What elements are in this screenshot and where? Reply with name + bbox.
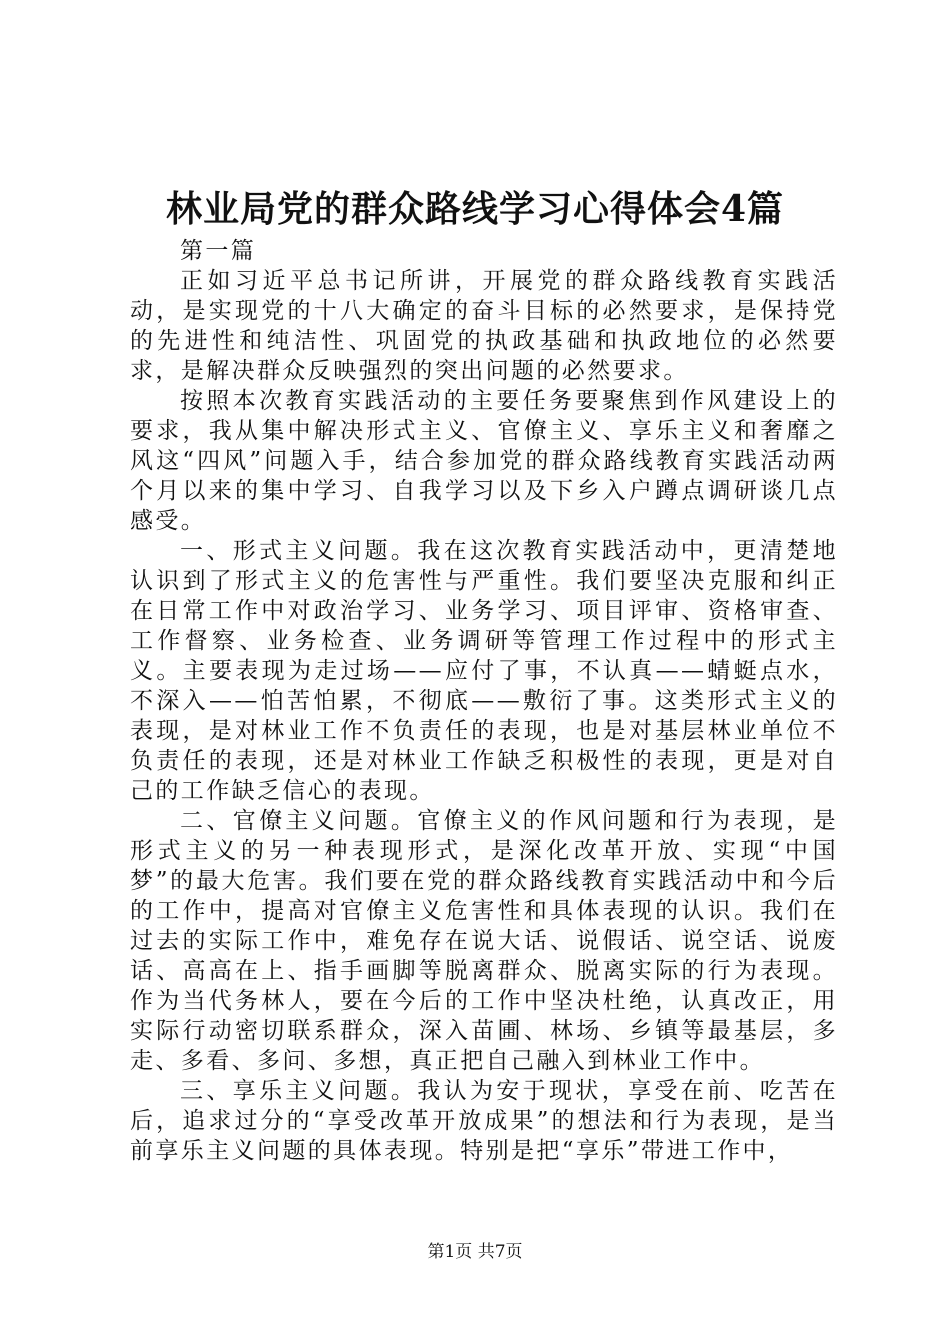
document-title: 林业局党的群众路线学习心得体会4篇 — [165, 188, 785, 230]
paragraph-bureaucratism: 二、官僚主义问题。官僚主义的作风问题和行为表现，是形式主义的另一种表现形式，是深化改革开放、实现“中国梦”的最大危害。我们要在党的群众路线教育实践活动中和今后的工作中，提高对官僚主义危害性和具体表现的认识。我们在过去的实际工作中，难免存在说大话、说假话、说空话、说废话、高高在上、指手画脚等脱离群众、脱离实际的行为表现。作为当代务林人，要在今后的工作中坚决杜绝，认真改正，用实际行动密切联系群众，深入苗圃、林场、乡镇等最基层，多走、多看、多问、多想，真正把自己融入到林业工作中。 — [130, 808, 838, 1074]
paragraph-intro: 正如习近平总书记所讲，开展党的群众路线教育实践活动，是实现党的十八大确定的奋斗目标的必然要求，是保持党的先进性和纯洁性、巩固党的执政基础和执政地位的必然要求，是解决群众反映强烈的突出问题的必然要求。 — [130, 268, 838, 384]
document-body — [130, 236, 838, 1166]
section-heading: 第一篇 — [180, 238, 257, 264]
paragraph-hedonism: 三、享乐主义问题。我认为安于现状，享受在前、吃苦在后，追求过分的“享受改革开放成果”的想法和行为表现，是当前享乐主义问题的具体表现。特别是把“享乐”带进工作中， — [130, 1078, 838, 1164]
paragraph-formalism: 一、形式主义问题。我在这次教育实践活动中，更清楚地认识到了形式主义的危害性与严重性。我们要坚决克服和纠正在日常工作中对政治学习、业务学习、项目评审、资格审查、工作督察、业务检查、业务调研等管理工作过程中的形式主义。主要表现为走过场——应付了事，不认真——蜻蜓点水，不深入——怕苦怕累，不彻底——敷衍了事。这类形式主义的表现，是对林业工作不负责任的表现，也是对基层林业单位不负责任的表现，还是对林业工作缺乏积极性的表现，更是对自己的工作缺乏信心的表现。 — [130, 538, 838, 804]
page-footer: 第1页 共7页 — [427, 1242, 523, 1262]
paragraph-task: 按照本次教育实践活动的主要任务要聚焦到作风建设上的要求，我从集中解决形式主义、官僚主义、享乐主义和奢靡之风这“四风”问题入手，结合参加党的群众路线教育实践活动两个月以来的集中学习、自我学习以及下乡入户蹲点调研谈几点感受。 — [130, 388, 838, 534]
